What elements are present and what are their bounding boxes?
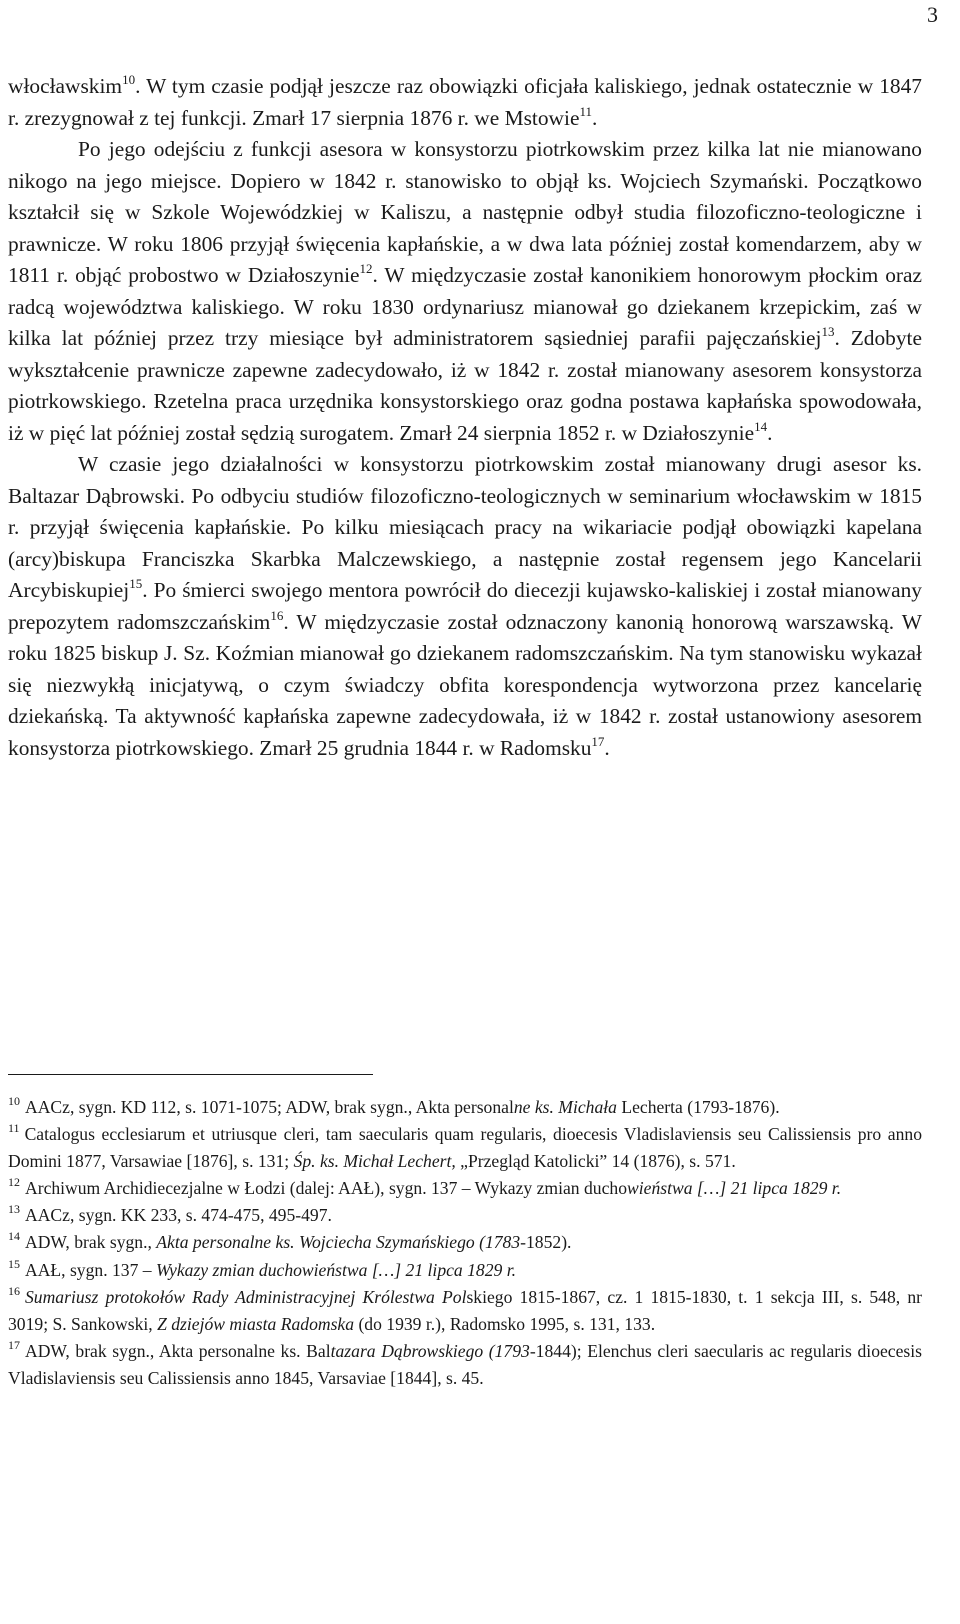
footnotes bbox=[8, 1094, 922, 1392]
paragraph-2: Po jego odejściu z funkcji asesora w konsystorzu piotrkowskim przez kilka lat nie mianowano nikogo na jego miejsce. Dopiero w 1842 r. stanowisko to objął ks. Wojciech Szymański. Początkowo kształcił się w Szkole Wojewódzkiej w Kaliszu, a następnie odbył studia filozoficzno-teologiczne i prawnicze. W roku 1806 przyjął święcenia kapłańskie, a w dwa lata później został komendarzem, aby w 1811 r. objąć probostwo w Działoszynie$^{12}$. W międzyczasie został kanonikiem honorowym płockim oraz radcą województwa kaliskiego. W roku 1830 ordynariusz mianował go dziekanem krzepickim, zaś w kilka lat później przez trzy miesiące był administratorem sąsiedniej parafii pajęczańskiej$^{13}$. Zdobyte wykształcenie prawnicze zapewne zadecydowało, iż w 1842 r. został mianowany asesorem konsystorza piotrkowskiego. Rzetelna praca urzędnika konsystorskiego oraz godna postawa kapłańska spowodowała, iż w pięć lat później został sędzią surogatem. Zmarł 24 sierpnia 1852 r. w Działoszynie$^{14}$. bbox=[8, 137, 923, 445]
paragraph-3: W czasie jego działalności w konsystorzu piotrkowskim został mianowany drugi asesor ks. Baltazar Dąbrowski. Po odbyciu studiów filozoficzno-teologicznych w seminarium włocławskim w 1815 r. przyjął święcenia kapłańskie. Po kilku miesiącach pracy na wikariacie podjął obowiązki kapelana (arcy)biskupa Franciszka Skarbka Malczewskiego, a następnie został regensem jego Kancelarii Arcybiskupiej$^{15}$. Po śmierci swojego mentora powrócił do diecezji kujawsko-kaliskiej i został mianowany prepozytem radomszczańskim$^{16}$. W międzyczasie został odznaczony kanonią honorową warszawską. W roku 1825 biskup J. Sz. Koźmian mianował go dziekanem radomszczańskim. Na tym stanowisku wykazał się niezwykłą inicjatywą, o czym świadczy obfita korespondencja wytworzona przez kancelarię dziekańską. Ta aktywność kapłańska zapewne zadecydowała, iż w 1842 r. został ustanowiony asesorem konsystorza piotrkowskiego. Zmarł 25 grudnia 1844 r. w Radomsku$^{17}$. bbox=[8, 452, 922, 760]
footnote-16: $^{16}$ Sumariusz protokołów Rady Administracyjnej Królestwa Polskiego 1815-1867, cz. 1 1815-1830, t. 1 sekcja III, s. 548, nr 3019; S. Sankowski, Z dziejów miasta Radomska (do 1939 r.), Radomsko 1995, s. 131, 133. bbox=[8, 1283, 922, 1334]
footnote-14: $^{14}$ ADW, brak sygn., Akta personalne ks. Wojciecha Szymańskiego (1783-1852). bbox=[8, 1229, 572, 1253]
footnote-ref-16[interactable]: 16 bbox=[270, 607, 284, 623]
paragraph-1: włocławskim$^{10}$. W tym czasie podjął jeszcze raz obowiązki oficjała kaliskiego, jednak ostatecznie w 1847 r. zrezygnował z tej funkcji. Zmarł 17 sierpnia 1876 r. we Mstowie$^{11}$. bbox=[8, 72, 922, 130]
footnote-ref-14[interactable]: 14 bbox=[754, 418, 768, 434]
footnote-number: 15 bbox=[8, 1256, 20, 1271]
footnote-number: 10 bbox=[8, 1094, 20, 1108]
footnote-12: $^{12}$ Archiwum Archidiecezjalne w Łodzi (dalej: AAŁ), sygn. 137 – Wykazy zmian duchowieństwa […] 21 lipca 1829 r. bbox=[8, 1175, 842, 1199]
footnote-separator bbox=[8, 1074, 373, 1075]
footnote-ref-17[interactable]: 17 bbox=[591, 733, 605, 749]
footnote-ref-10[interactable]: 10 bbox=[122, 72, 136, 87]
footnote-15: $^{15}$ AAŁ, sygn. 137 – Wykazy zmian duchowieństwa […] 21 lipca 1829 r. bbox=[8, 1256, 517, 1280]
footnote-number: 11 bbox=[8, 1121, 20, 1136]
footnote-number: 14 bbox=[8, 1229, 20, 1244]
footnote-ref-11[interactable]: 11 bbox=[579, 103, 592, 119]
footnote-number: 13 bbox=[8, 1202, 20, 1217]
footnote-ref-12[interactable]: 12 bbox=[359, 261, 373, 276]
footnote-10: $^{10}$ AACz, sygn. KD 112, s. 1071-1075; ADW, brak sygn., Akta personalne ks. Michała Lecherta (1793-1876). bbox=[8, 1094, 780, 1117]
footnote-ref-15[interactable]: 15 bbox=[129, 576, 143, 591]
footnote-number: 16 bbox=[8, 1283, 20, 1298]
footnote-number: 17 bbox=[8, 1337, 20, 1352]
footnote-17: $^{17}$ ADW, brak sygn., Akta personalne ks. Baltazara Dąbrowskiego (1793-1844); Elenchus cleri saecularis ac regularis dioecesis Vladislaviensis seu Calissiensis anno 1845, Varsaviae [1844], s. 45. bbox=[8, 1337, 922, 1388]
page-number: 3 bbox=[927, 2, 938, 27]
footnote-11: $^{11}$ Catalogus ecclesiarum et utriusque cleri, tam saecularis quam regularis, dioecesis Vladislaviensis seu Calissiensis pro anno Domini 1877, Varsawiae [1876], s. 131; Śp. ks. Michał Lechert, „Przegląd Katolicki” 14 (1876), s. 571. bbox=[8, 1121, 922, 1172]
body-text bbox=[8, 71, 922, 764]
footnote-13: $^{13}$ AACz, sygn. KK 233, s. 474-475, 495-497. bbox=[8, 1202, 332, 1226]
footnote-number: 12 bbox=[8, 1175, 20, 1190]
footnote-ref-13[interactable]: 13 bbox=[821, 324, 835, 339]
